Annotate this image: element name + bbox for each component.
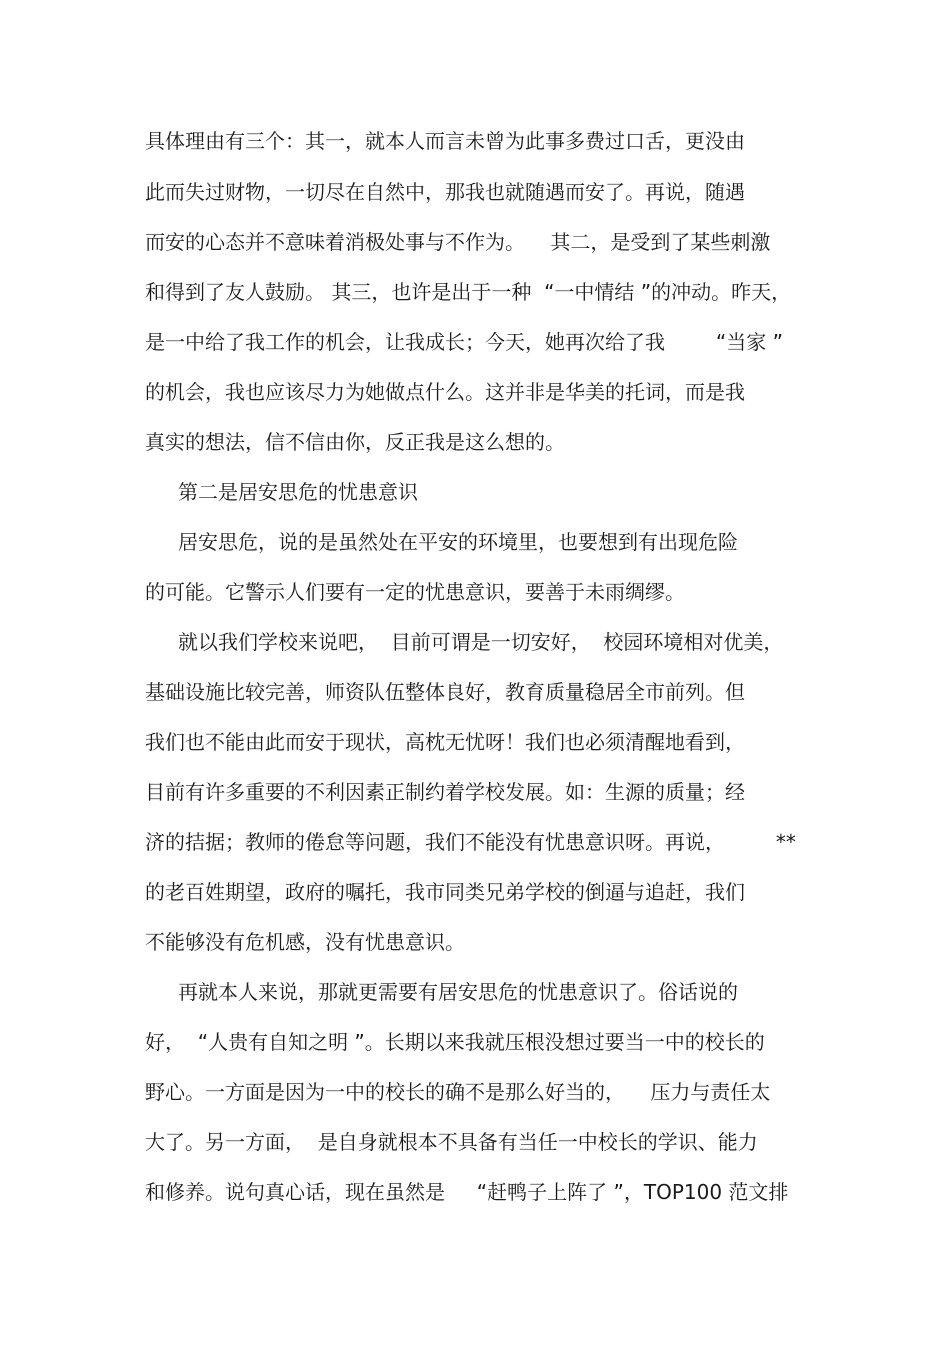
- text-line: 而安的心态并不意味着消极处事与不作为。 其二，是受到了某些刺激: [145, 230, 771, 254]
- text-line: 大了。另一方面， 是自身就根本不具备有当任一中校长的学识、能力: [145, 1130, 758, 1154]
- text-line: 基础设施比较完善，师资队伍整体良好，教育质量稳居全市前列。但: [145, 680, 745, 704]
- text-line: 真实的想法，信不信由你，反正我是这么想的。: [145, 430, 565, 454]
- text-line: 目前有许多重要的不利因素正制约着学校发展。如：生源的质量；经: [145, 780, 745, 804]
- text-line: 的机会，我也应该尽力为她做点什么。这并非是华美的托词，而是我: [145, 380, 745, 404]
- text-line: 就以我们学校来说吧， 目前可谓是一切安好， 校园环境相对优美，: [178, 630, 784, 654]
- text-line: 野心。一方面是因为一中的校长的确不是那么好当的， 压力与责任太: [145, 1080, 771, 1104]
- text-line: 和修养。说句真心话，现在虽然是 “赶鸭子上阵了 ”，TOP100 范文排: [145, 1180, 789, 1204]
- text-line: 具体理由有三个：其一，就本人而言未曾为此事多费过口舌，更没由: [145, 129, 745, 153]
- text-line: 的可能。它警示人们要有一定的忧患意识，要善于未雨绸缪。: [145, 580, 685, 604]
- text-line: 是一中给了我工作的机会，让我成长；今天，她再次给了我 “当家 ”: [145, 330, 783, 354]
- section-heading: 第二是居安思危的忧患意识: [178, 480, 418, 504]
- text-line: 此而失过财物，一切尽在自然中，那我也就随遇而安了。再说，随遇: [145, 180, 745, 204]
- text-line: 我们也不能由此而安于现状，高枕无忧呀！我们也必须清醒地看到，: [145, 730, 745, 754]
- text-line: 的老百姓期望，政府的嘱托，我市同类兄弟学校的倒逼与追赶，我们: [145, 880, 745, 904]
- text-line: 不能够没有危机感，没有忧患意识。: [145, 930, 465, 954]
- text-line: 好， “人贵有自知之明 ”。长期以来我就压根没想过要当一中的校长的: [145, 1030, 765, 1054]
- text-line: 济的拮据；教师的倦怠等问题，我们不能没有忧患意识呀。再说， **: [145, 830, 796, 854]
- text-line: 居安思危，说的是虽然处在平安的环境里，也要想到有出现危险: [178, 530, 738, 554]
- text-line: 再就本人来说，那就更需要有居安思危的忧患意识了。俗话说的: [178, 980, 738, 1004]
- text-line: 和得到了友人鼓励。 其三，也许是出于一种 “一中情结 ”的冲动。昨天，: [145, 280, 792, 304]
